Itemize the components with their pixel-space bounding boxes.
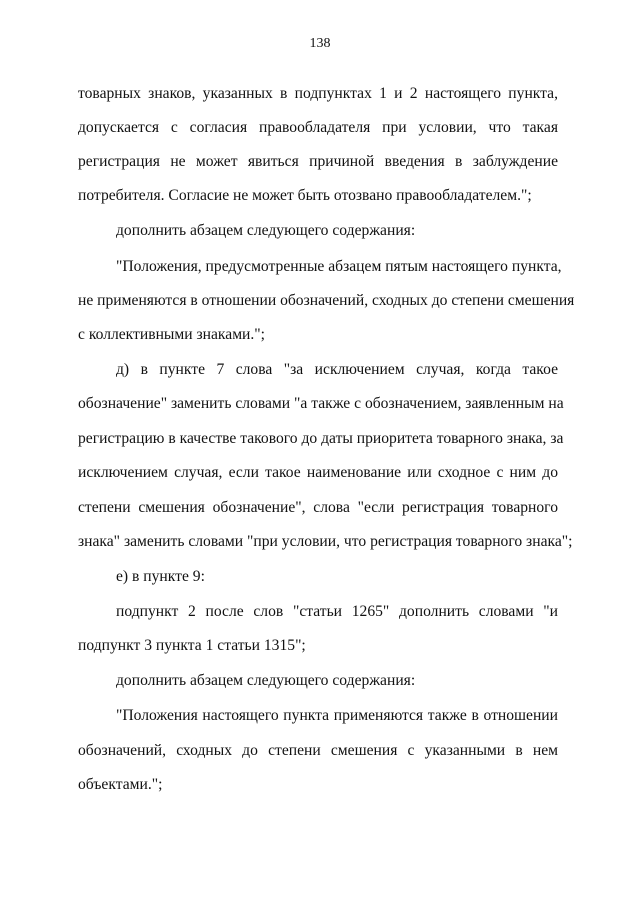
text-line: допускается с согласия правообладателя при условии, что такая xyxy=(78,119,558,136)
text-line: с коллективными знаками."; xyxy=(78,326,266,343)
text-line: потребителя. Согласие не может быть отозвано правообладателем."; xyxy=(78,187,532,204)
text-line: подпункт 3 пункта 1 статьи 1315"; xyxy=(78,637,306,654)
text-line: объектами."; xyxy=(78,776,163,793)
text-line: "Положения настоящего пункта применяются также в отношении xyxy=(116,707,558,724)
text-line: е) в пункте 9: xyxy=(116,568,205,585)
text-line: исключением случая, если такое наименование или сходное с ним до xyxy=(78,464,558,481)
text-line: подпункт 2 после слов "статьи 1265" дополнить словами "и xyxy=(116,603,558,620)
text-line: обозначение" заменить словами "а также с обозначением, заявленным на xyxy=(78,395,564,412)
text-line: дополнить абзацем следующего содержания: xyxy=(116,672,416,689)
text-line: знака" заменить словами "при условии, что регистрация товарного знака"; xyxy=(78,533,573,550)
text-line: степени смешения обозначение", слова "если регистрация товарного xyxy=(78,499,558,516)
text-line: обозначений, сходных до степени смешения с указанными в нем xyxy=(78,742,558,759)
text-line: "Положения, предусмотренные абзацем пятым настоящего пункта, xyxy=(116,258,562,275)
text-line: товарных знаков, указанных в подпунктах 1 и 2 настоящего пункта, xyxy=(78,85,558,102)
text-line: регистрация не может явиться причиной введения в заблуждение xyxy=(78,153,558,170)
text-line: д) в пункте 7 слова "за исключением случая, когда такое xyxy=(116,361,558,378)
text-line: дополнить абзацем следующего содержания: xyxy=(116,222,416,239)
text-line: не применяются в отношении обозначений, сходных до степени смешения xyxy=(78,292,575,309)
page-number: 138 xyxy=(309,36,331,51)
text-line: регистрацию в качестве такового до даты приоритета товарного знака, за xyxy=(78,430,564,447)
